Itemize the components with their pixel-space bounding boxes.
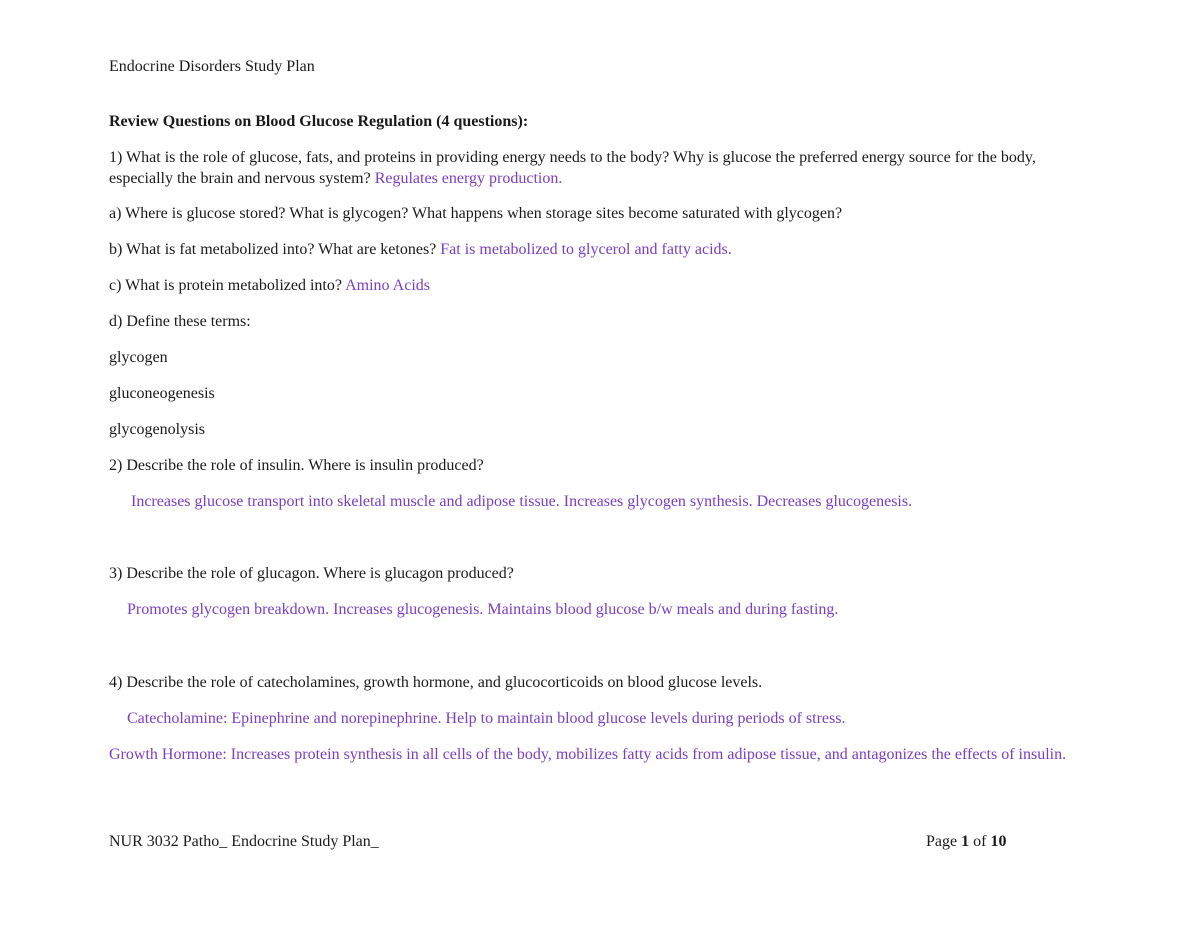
question-1c-answer: Amino Acids — [345, 277, 430, 294]
page-current: 1 — [961, 833, 970, 850]
term-glycogenolysis: glycogenolysis — [109, 421, 205, 438]
page-of: of — [973, 833, 987, 850]
document-title: Endocrine Disorders Study Plan — [109, 58, 315, 75]
question-1b-text: b) What is fat metabolized into? What are ketones? — [109, 241, 437, 258]
page-prefix: Page — [926, 833, 958, 850]
question-3: 3) Describe the role of glucagon. Where is glucagon produced? — [109, 565, 514, 582]
question-1c-text: c) What is protein metabolized into? — [109, 277, 342, 294]
term-glycogen: glycogen — [109, 349, 168, 366]
question-1d: d) Define these terms: — [109, 313, 251, 330]
question-2: 2) Describe the role of insulin. Where is insulin produced? — [109, 457, 484, 474]
question-4: 4) Describe the role of catecholamines, growth hormone, and glucocorticoids on blood glucose levels. — [109, 674, 763, 691]
question-4-answer-catecholamine: Catecholamine: Epinephrine and norepinephrine. Help to maintain blood glucose levels during periods of stress. — [127, 710, 846, 727]
question-4-answer-growth-hormone: Growth Hormone: Increases protein synthesis in all cells of the body, mobilizes fatty acids from adipose tissue, and antagonizes the effects of insulin. — [109, 746, 1067, 763]
question-1-answer: Regulates energy production. — [374, 170, 563, 187]
question-1c — [109, 275, 1084, 296]
question-1a: a) Where is glucose stored? What is glycogen? What happens when storage sites become saturated with glycogen? — [109, 205, 843, 222]
question-3-answer: Promotes glycogen breakdown. Increases glucogenesis. Maintains blood glucose b/w meals and during fasting. — [127, 601, 839, 618]
section-heading: Review Questions on Blood Glucose Regulation (4 questions): — [109, 113, 529, 130]
question-1b — [109, 239, 1084, 260]
question-1b-answer: Fat is metabolized to glycerol and fatty acids. — [440, 241, 732, 258]
question-1 — [109, 147, 1084, 189]
page-total: 10 — [990, 833, 1007, 850]
term-gluconeogenesis: gluconeogenesis — [109, 385, 215, 402]
footer-course-label: NUR 3032 Patho_ Endocrine Study Plan_ — [109, 833, 379, 850]
question-1-text: 1) What is the role of glucose, fats, and proteins in providing energy needs to the body? Why is glucose the preferred energy source for the body, especially the brain and nervous system? — [109, 149, 1036, 187]
question-2-answer: Increases glucose transport into skeletal muscle and adipose tissue. Increases glycogen synthesis. Decreases glucogenesis. — [131, 493, 913, 510]
footer-page-number — [926, 831, 1006, 852]
